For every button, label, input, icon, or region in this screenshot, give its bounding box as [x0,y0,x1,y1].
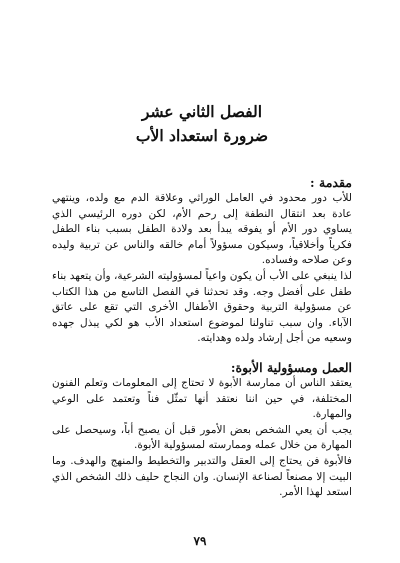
chapter-subtitle: ضرورة استعداد الأب [135,126,269,145]
page-number: ٧٩ [193,534,207,548]
intro-paragraph-1: للأب دور محدود في العامل الوراثي وعلاقة الدم مع ولده، وينتهي عادة بعد انتقال النطفة إلى رحم الأم، لكن دوره الرئيسي الذي يساوي دور الأم أو يفوقه يبدأ بعد ولادة الطفل بسبب بناء الطفل فكرياً وأخلاقياً، وسيكون مسؤولاً أمام خالقه والناس عن تربية وليده وعن صلاحه وفساده. [52,192,352,267]
work-paragraph-3: فالأبوة فن يحتاج إلى العقل والتدبير والتخطيط والمنهج والهدف. وما البيت إلا مصنعاً لصناعة الإنسان. وان النجاح حليف ذلك الشخص الذي استعد لهذا الأمر. [52,454,352,499]
intro-paragraph-2: لذا ينبغي على الأب أن يكون واعياً لمسؤوليته الشرعية، وأن يتعهد بناء طفل على أفضل وجه. وقد تحدثنا في الفصل التاسع من هذا الكتاب عن مسؤولية التربية وحقوق الأطفال الأخرى التي تقع على عاتق الآباء. وان سبب تناولنا لموضوع استعداد الأب هو لكي يبذل جهده وسعيه من أجل إرشاد ولده وهدايته. [52,269,352,345]
section-heading-intro: مقدمة : [310,175,352,190]
section-heading-work: العمل ومسؤولية الأبوة: [230,359,352,375]
work-paragraph-2: يجب أن يعي الشخص بعض الأمور قبل أن يصبح أباً، وسيحصل على المهارة من خلال عمله وممارسته لمسؤولية الأبوة. [52,423,352,452]
work-paragraph-1: يعتقد الناس أن ممارسة الأبوة لا تحتاج إلى المعلومات وتعلم الفنون المختلفة، في حين اننا نعتقد أنها تمثّل فناً وتعتمد على الوعي والمهارة. [52,376,352,421]
chapter-title: الفصل الثاني عشر [141,102,263,121]
